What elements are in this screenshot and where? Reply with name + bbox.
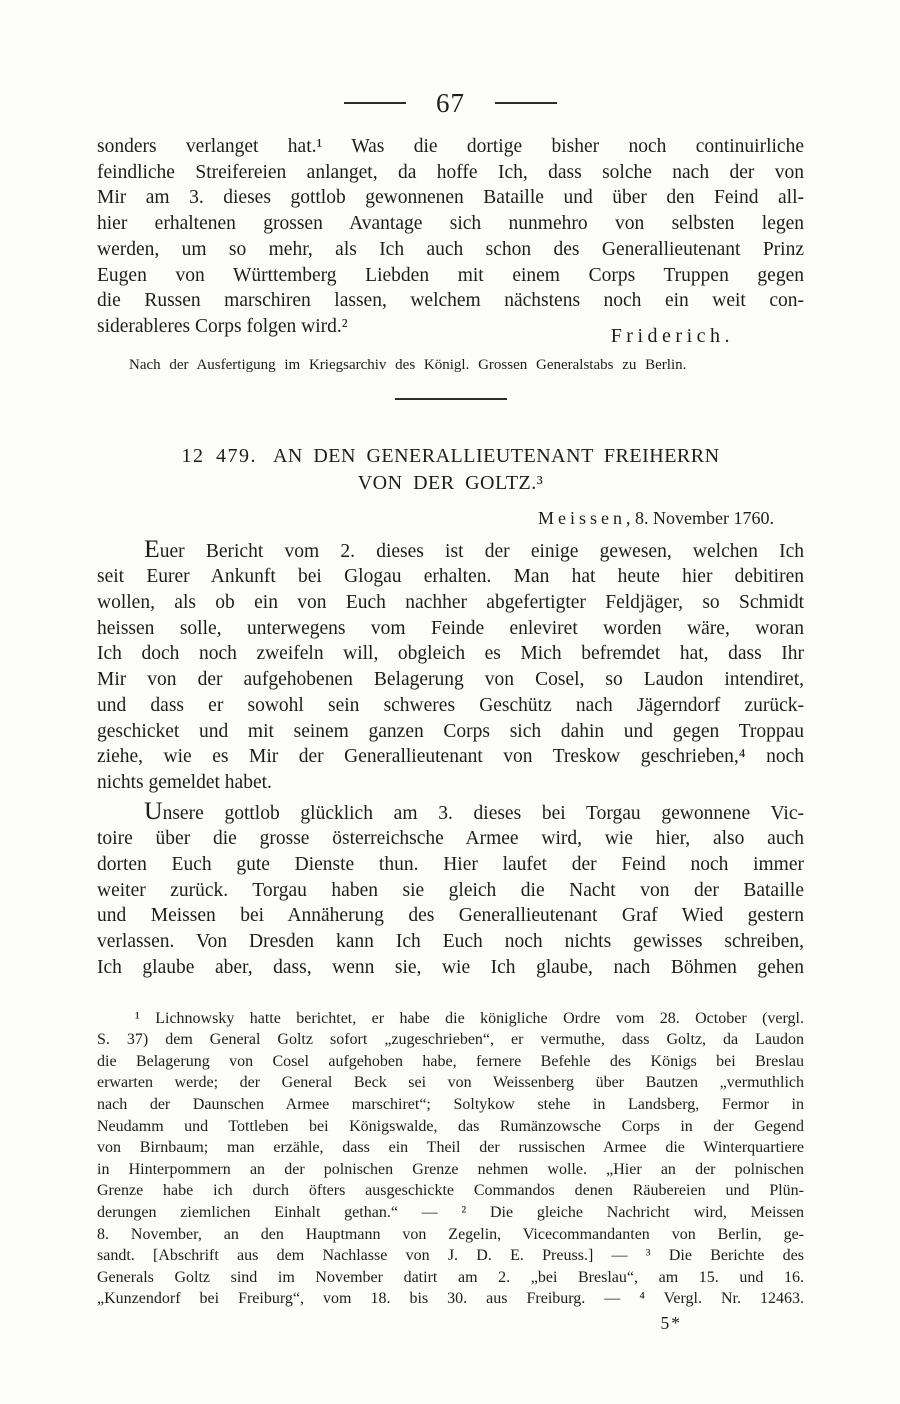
collation-mark: 5*	[660, 1312, 682, 1333]
text-line: wollen, als ob ein von Euch nachher abgefertigter Feldjäger, so Schmidt	[97, 592, 804, 614]
letter-paragraph-1	[97, 533, 804, 796]
section-divider	[395, 398, 507, 400]
text-line: siderableres Corps folgen wird.²	[97, 315, 348, 337]
text-line: werden, um so mehr, als Ich auch schon des Generallieutenant Prinz	[97, 238, 804, 260]
letter-paragraph-2	[97, 795, 804, 981]
text-line: feindliche Streifereien anlanget, da hoffe Ich, dass solche nach der von	[97, 161, 804, 183]
text-line: Ich glaube aber, dass, wenn sie, wie Ich glaube, nach Böhmen gehen	[97, 956, 804, 978]
header-rule-right	[495, 102, 557, 104]
text-line: weiter zurück. Torgau haben sie gleich die Nacht von der Bataille	[97, 879, 804, 901]
text-line: Unsere gottlob glücklich am 3. dieses bei Torgau gewonnene Vic-	[144, 795, 804, 825]
text-line: ¹ Lichnowsky hatte berichtet, er habe die königliche Ordre vom 28. October (vergl.	[135, 1009, 804, 1027]
text-line: Euer Bericht vom 2. dieses ist der einige gewesen, welchen Ich	[144, 533, 804, 563]
page-header	[97, 86, 804, 120]
page-number: 67	[436, 87, 465, 118]
text-line: „Kunzendorf bei Freiburg“, vom 18. bis 30. aus Freiburg. — ⁴ Vergl. Nr. 12463.	[97, 1290, 804, 1308]
text-line: von Birnbaum; man erzähle, dass ein Theil der russischen Armee die Winterquartiere	[97, 1139, 804, 1157]
text-line: ziehe, wie es Mir der Generallieutenant von Treskow geschrieben,⁴ noch	[97, 746, 804, 768]
text-line: hier erhaltenen grossen Avantage sich nunmehro von selbsten legen	[97, 213, 804, 235]
header-rule-left	[344, 102, 406, 104]
text-line: in Hinterpommern an der polnischen Grenze nehmen wolle. „Hier an der polnischen	[97, 1160, 804, 1178]
text-line: und Meissen bei Annäherung des Generallieutenant Graf Wied gestern	[97, 905, 804, 927]
text-line: geschicket und mit seinem ganzen Corps sich dahin und gegen Troppau	[97, 720, 804, 742]
text-line: Mir am 3. dieses gottlob gewonnenen Bataille und über den Feind all-	[97, 187, 804, 209]
text-line: Ich doch noch zweifeln will, obgleich es Mich befremdet hat, dass Ihr	[97, 643, 804, 665]
text-line: und dass er sowohl sein schweres Geschütz nach Jägerndorf zurück-	[97, 694, 804, 716]
text-line: sandt. [Abschrift aus dem Nachlasse von J. D. E. Preuss.] — ³ Die Berichte des	[97, 1247, 804, 1265]
text-line: heissen solle, unterwegens vom Feinde enleviret worden wäre, woran	[97, 617, 804, 639]
previous-letter-body	[97, 134, 804, 340]
text-line: Eugen von Württemberg Liebden mit einem Corps Truppen gegen	[97, 264, 804, 286]
text-line: erwarten werde; der General Beck sei von Weissenberg über Bautzen „vermuthlich	[97, 1074, 804, 1092]
dateline-place: Meissen	[538, 507, 627, 528]
text-line: Grenze habe ich durch öfters ausgeschickte Commandos denen Räubereien und Plün-	[97, 1182, 804, 1200]
source-note: Nach der Ausfertigung im Kriegsarchiv des Königl. Grossen Generalstabs zu Berlin.	[129, 356, 687, 373]
footnotes	[97, 1008, 804, 1310]
text-line: derungen ziemlichen Einhalt gethan.“ — ² Die gleiche Nachricht wird, Meissen	[97, 1203, 804, 1221]
letter-number: 12 479.	[181, 444, 257, 467]
text-line: sonders verlanget hat.¹ Was die dortige bisher noch continuirliche	[97, 136, 804, 157]
text-line: verlassen. Von Dresden kann Ich Euch noch nichts gewisses schreiben,	[97, 931, 804, 953]
text-line: dorten Euch gute Dienste thun. Hier laufet der Feind noch immer	[97, 854, 804, 876]
text-block	[97, 0, 804, 1334]
text-line: nach der Daunschen Armee marschiret“; Soltykow stehe in Landsberg, Fermor in	[97, 1095, 804, 1113]
dateline-date: , 8. November 1760.	[626, 507, 774, 528]
text-line: 8. November, an den Hauptmann von Zegelin, Vicecommandanten von Berlin, ge-	[97, 1225, 804, 1243]
text-line: toire über die grosse österreichsche Armee wird, wie hier, also auch	[97, 828, 804, 850]
text-line: Neudamm und Tottleben bei Königswalde, das Rumänzowsche Corps in der Gegend	[97, 1117, 804, 1135]
letter-title-line2: VON DER GOLTZ.³	[357, 471, 544, 494]
text-line: S. 37) dem General Goltz sofort „zugeschrieben“, er vermuthe, dass Goltz, da Laudon	[97, 1031, 804, 1049]
signature: Friderich.	[610, 324, 734, 347]
letter-title-line1	[97, 443, 804, 470]
text-line: Generals Goltz sind im November datirt am 2. „bei Breslau“, am 15. und 16.	[97, 1268, 804, 1286]
text-line: nichts gemeldet habet.	[97, 771, 272, 793]
letter-heading	[97, 443, 804, 497]
text-line: die Russen marschiren lassen, welchem nächstens noch ein weit con-	[97, 290, 804, 312]
letter-title-text: AN DEN GENERALLIEUTENANT FREIHERRN	[272, 444, 720, 467]
text-line: Mir von der aufgehobenen Belagerung von Cosel, so Laudon intendiret,	[97, 669, 804, 691]
text-line: die Belagerung von Cosel aufgehoben habe, fernere Befehle des Königs bei Breslau	[97, 1052, 804, 1070]
letter-dateline	[97, 506, 804, 530]
text-line: seit Eurer Ankunft bei Glogau erhalten. Man hat heute hier debitiren	[97, 566, 804, 588]
